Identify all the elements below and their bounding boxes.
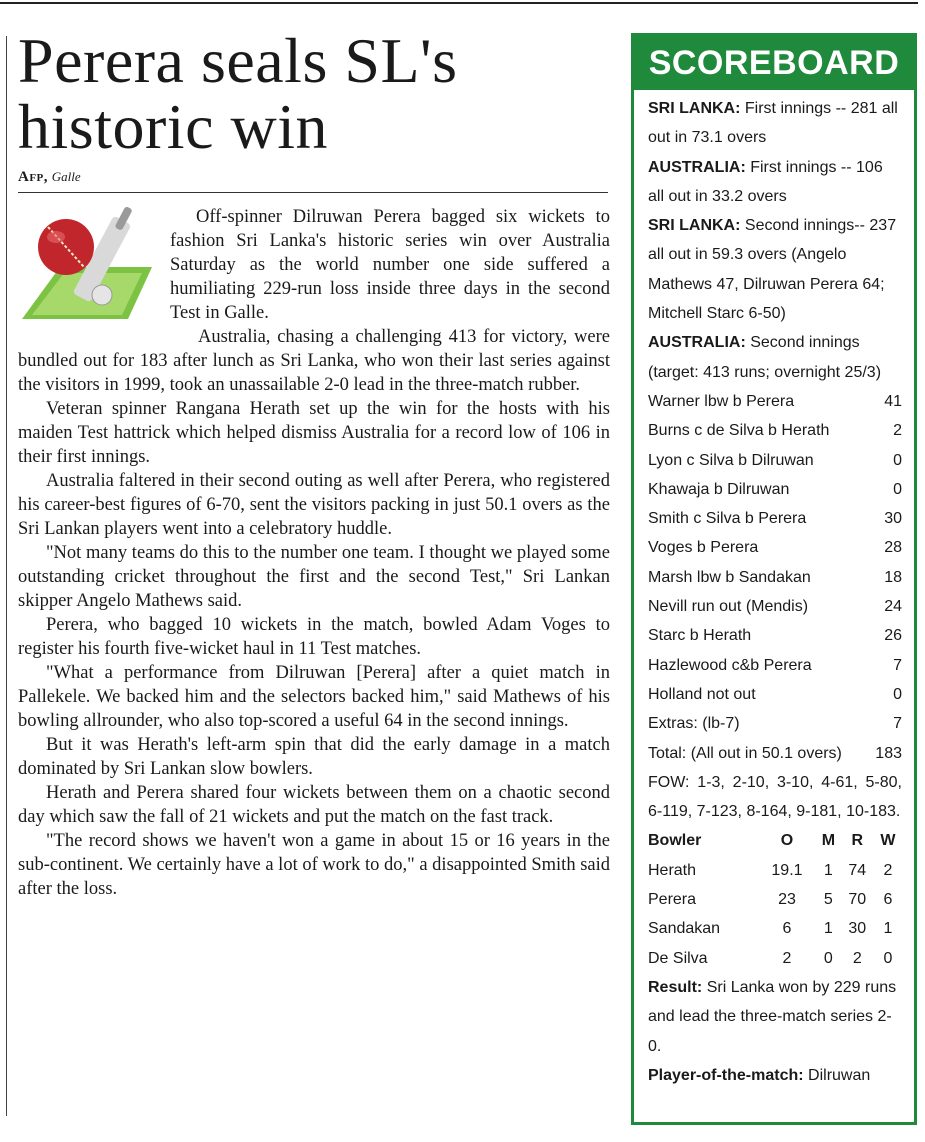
bowling-header-maidens: M [821, 832, 836, 850]
bowler-overs: 2 [782, 949, 792, 967]
bowler-overs: 23 [778, 891, 796, 909]
aus-second-text: Second innings (target: 413 runs; overnight 25/3) [648, 334, 882, 381]
result-text: Sri Lanka won by 229 runs and lead the three-match series 2-0. [648, 978, 897, 1055]
batting-row [648, 446, 902, 475]
sl-first-innings [648, 94, 902, 153]
byline-agency: Afp, [18, 169, 49, 185]
bowler-maidens: 0 [823, 949, 833, 967]
bowler-runs: 2 [852, 949, 862, 967]
article-paragraph: "The record shows we haven't won a game in about 15 or 16 years in the sub-continent. We certainly have a lot of work to do," a disappointed Smith said after the loss. [18, 831, 610, 899]
batsman-name: Khawaja b Dilruwan [648, 480, 790, 498]
batsman-name: Nevill run out (Mendis) [648, 598, 809, 616]
aus-second-label: AUSTRALIA: [648, 334, 746, 352]
match-result [648, 973, 902, 1061]
bowler-overs: 6 [782, 920, 792, 938]
bowler-wickets: 2 [883, 861, 893, 879]
bowler-overs: 19.1 [771, 861, 803, 879]
batting-row [648, 533, 902, 562]
batting-row [648, 592, 902, 621]
bowler-runs: 70 [848, 891, 867, 909]
article-paragraph: Australia faltered in their second outing as well after Perera, who registered his career-best figures of 6-70, sent the visitors packing in just 50.1 overs as the Sri Lankan players went into a celebratory huddle. [18, 471, 610, 539]
bowling-row [648, 914, 902, 943]
article-paragraph: But it was Herath's left-arm spin that did the early damage in a match dominated by Sri Lankan slow bowlers. [18, 735, 610, 779]
bowler-wickets: 1 [883, 920, 893, 938]
extras-row [648, 709, 902, 738]
bowler-maidens: 1 [823, 861, 833, 879]
lead-wrap [18, 205, 610, 325]
bowler-runs: 30 [848, 920, 867, 938]
extras-runs: 7 [893, 715, 902, 733]
article-paragraph: Australia, chasing a challenging 413 for victory, were bundled out for 183 after lunch as Sri Lanka, who won their last series against the visitors in 1999, took an unassailable 2-0 lead in the three-match rubber. [18, 327, 610, 395]
batsman-runs: 18 [884, 568, 902, 586]
bowler-maidens: 1 [823, 920, 833, 938]
sl-first-text: First innings -- 281 all out in 73.1 overs [648, 100, 898, 147]
batsman-name: Smith c Silva b Perera [648, 510, 807, 528]
result-label: Result: [648, 978, 703, 996]
batsman-runs: 24 [884, 598, 902, 616]
bowler-wickets: 0 [883, 949, 893, 967]
byline [18, 168, 610, 186]
batsman-name: Voges b Perera [648, 539, 759, 557]
sl-second-text: Second innings-- 237 all out in 59.3 overs (Angelo Mathews 47, Dilruwan Perera 64; Mitchell Starc 6-50) [648, 217, 897, 323]
batting-row [648, 504, 902, 533]
batting-row [648, 416, 902, 445]
bowler-maidens: 5 [823, 891, 833, 909]
batsman-runs: 0 [893, 451, 902, 469]
batting-row [648, 387, 902, 416]
total-label: Total: (All out in 50.1 overs) [648, 744, 842, 762]
sl-first-label: SRI LANKA: [648, 100, 741, 117]
batsman-runs: 41 [884, 392, 902, 410]
batsman-runs: 26 [884, 627, 902, 645]
bowling-row [648, 856, 902, 885]
sl-second-innings [648, 211, 902, 328]
batting-row [648, 680, 902, 709]
left-rule [6, 36, 7, 1116]
batsman-runs: 28 [884, 539, 902, 557]
top-rule [0, 2, 918, 4]
batting-list [648, 387, 902, 768]
batsman-runs: 7 [893, 656, 902, 674]
bowling-header-overs: O [780, 832, 794, 850]
extras-label: Extras: (lb-7) [648, 715, 740, 733]
potm-text: Dilruwan [808, 1066, 871, 1084]
bowling-header-bowler: Bowler [648, 832, 702, 850]
potm-label: Player-of-the-match: [648, 1066, 804, 1084]
article-paragraph: Perera, who bagged 10 wickets in the match, bowled Adam Voges to register his fourth five-wicket haul in 11 Test matches. [18, 615, 610, 659]
scoreboard-box [631, 33, 917, 1125]
scoreboard-body [634, 90, 914, 1090]
article-paragraph: "Not many teams do this to the number one team. I thought we played some outstanding cricket throughout the first and the second Test," Sri Lankan skipper Angelo Mathews said. [18, 543, 610, 611]
bowling-row [648, 944, 902, 973]
article-paragraph: "What a performance from Dilruwan [Perera] after a quiet match in Pallekele. We backed him and the selectors backed him," said Mathews of his bowling allrounder, who also top-scored a useful 64 in the second innings. [18, 663, 610, 731]
total-runs: 183 [875, 744, 902, 762]
batsman-runs: 0 [893, 685, 902, 703]
bowler-name: Herath [648, 861, 697, 879]
batsman-name: Burns c de Silva b Herath [648, 422, 830, 440]
article-paragraph: Off-spinner Dilruwan Perera bagged six wickets to fashion Sri Lanka's historic series win over Australia Saturday as the world number one side suffered a humiliating 229-run loss inside three days in the second Test in Galle. [170, 207, 610, 323]
aus-second-innings [648, 328, 902, 387]
batsman-name: Starc b Herath [648, 627, 752, 645]
article-paragraph: Herath and Perera shared four wickets between them on a chaotic second day which saw the fall of 21 wickets and put the match on the fast track. [18, 783, 610, 827]
batting-row [648, 475, 902, 504]
bowler-name: Perera [648, 891, 697, 909]
batting-row [648, 651, 902, 680]
headline: Perera seals SL's historic win [18, 25, 458, 162]
batsman-name: Marsh lbw b Sandakan [648, 568, 811, 586]
bowler-name: Sandakan [648, 920, 721, 938]
batsman-runs: 0 [893, 480, 902, 498]
cricket-ball-and-bat-illustration [18, 207, 156, 325]
batsman-name: Hazlewood c&b Perera [648, 656, 812, 674]
article-body [18, 205, 610, 901]
article-paragraph: Veteran spinner Rangana Herath set up the win for the hosts with his maiden Test hattrick which helped dismiss Australia for a record low of 106 in their first innings. [18, 399, 610, 467]
aus-first-innings [648, 153, 902, 212]
aus-first-text: First innings -- 106 all out in 33.2 overs [648, 158, 883, 205]
scoreboard-title: SCOREBOARD [634, 36, 914, 90]
sl-second-label: SRI LANKA: [648, 217, 741, 235]
player-of-the-match [648, 1061, 902, 1090]
bowler-runs: 74 [848, 861, 867, 879]
batsman-name: Lyon c Silva b Dilruwan [648, 451, 814, 469]
batting-row [648, 563, 902, 592]
batsman-name: Warner lbw b Perera [648, 392, 795, 410]
batsman-runs: 30 [884, 510, 902, 528]
stumps-icon [92, 285, 112, 305]
bowling-header-row [648, 826, 902, 855]
bowling-header-runs: R [851, 832, 864, 850]
article [18, 25, 610, 901]
bowler-wickets: 6 [883, 891, 893, 909]
byline-place: Galle [51, 169, 81, 184]
bowling-table [648, 826, 902, 972]
fall-of-wickets: FOW: 1-3, 2-10, 3-10, 4-61, 5-80, 6-119, 7-123, 8-164, 9-181, 10-183. [648, 773, 902, 821]
batsman-runs: 2 [893, 422, 902, 440]
batting-row [648, 621, 902, 650]
aus-first-label: AUSTRALIA: [648, 158, 746, 176]
bowler-name: De Silva [648, 949, 708, 967]
bowling-header-wickets: W [880, 832, 896, 850]
byline-rule [18, 192, 608, 193]
bowling-row [648, 885, 902, 914]
batsman-name: Holland not out [648, 685, 756, 703]
total-row [648, 739, 902, 768]
